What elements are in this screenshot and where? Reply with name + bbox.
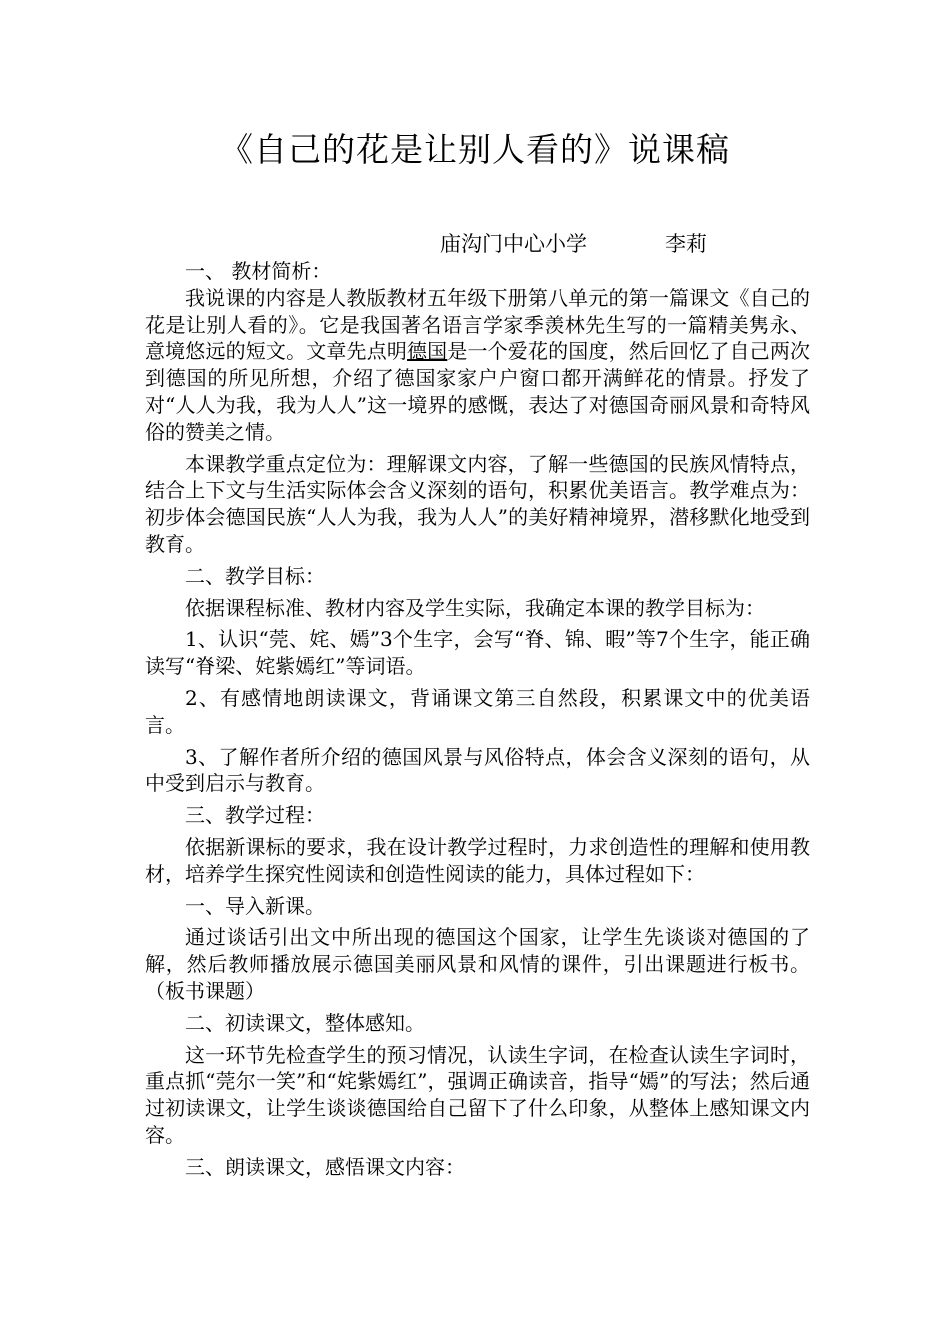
body-paragraph [145, 285, 810, 446]
body-paragraph: 这一环节先检查学生的预习情况，认读生字词，在检查认读生字词时，重点抓“莞尔一笑”和“姹紫嫣红”，强调正确读音，指导“嫣”的写法；然后通过初读课文，让学生谈谈德国给自己留下了什么印象，从整体上感知课文内容。 [145, 1042, 810, 1147]
subsection-heading: 一、导入新课。 [185, 893, 325, 918]
author-line [440, 230, 707, 258]
paragraph-text: 是一个爱花的国度，然后回忆了自己两次到德国的所见所想，介绍了德国家家户户窗口都开满鲜花的情景。抒发了对“人人为我，我为人人”这一境界的感慨，表达了对德国奇丽风景和奇特风俗的赞美之情。 [145, 339, 810, 444]
body-paragraph: 依据课程标准、教材内容及学生实际，我确定本课的教学目标为： [185, 595, 765, 620]
section-heading-teaching-process: 三、教学过程： [185, 803, 325, 828]
section-heading-textbook-analysis: 一、 教材简析： [185, 259, 332, 283]
body-paragraph: 通过谈话引出文中所出现的德国这个国家，让学生先谈谈对德国的了解，然后教师播放展示德国美丽风景和风情的课件，引出课题进行板书。（板书课题） [145, 925, 810, 1003]
goal-item: 1、认识“莞、姹、嫣”3个生字，会写“脊、锦、暇”等7个生字，能正确读写“脊梁、姹紫嫣红”等词语。 [145, 627, 810, 679]
body-paragraph: 本课教学重点定位为：理解课文内容，了解一些德国的民族风情特点，结合上下文与生活实际体会含义深刻的语句，积累优美语言。教学难点为：初步体会德国民族“人人为我，我为人人”的美好精神境界，潜移默化地受到教育。 [145, 451, 810, 556]
author-name: 李莉 [665, 232, 707, 256]
goal-item: 2、有感情地朗读课文，背诵课文第三自然段，积累课文中的优美语言。 [145, 685, 810, 737]
document-title: 《自己的花是让别人看的》说课稿 [220, 130, 730, 169]
subsection-heading: 二、初读课文，整体感知。 [185, 1010, 425, 1035]
body-paragraph: 依据新课标的要求，我在设计教学过程时，力求创造性的理解和使用教材，培养学生探究性阅读和创造性阅读的能力，具体过程如下： [145, 834, 810, 886]
goal-item: 3、了解作者所介绍的德国风景与风俗特点，体会含义深刻的语句，从中受到启示与教育。 [145, 744, 810, 796]
paragraph-text: 我说课的内容是人教版教材五年级下册第八单元的第一篇课文《自己的花是让别人看的》。它是我国著名语言学家季羡林先生写的一篇精美隽永、意境悠远的短文。文章先点明 [145, 285, 810, 364]
author-school: 庙沟门中心小学 [440, 232, 587, 256]
document-body [145, 258, 810, 1181]
section-heading-teaching-goals: 二、教学目标： [185, 563, 325, 588]
underlined-text: 德国 [407, 339, 448, 364]
subsection-heading: 三、朗读课文，感悟课文内容： [185, 1154, 465, 1179]
